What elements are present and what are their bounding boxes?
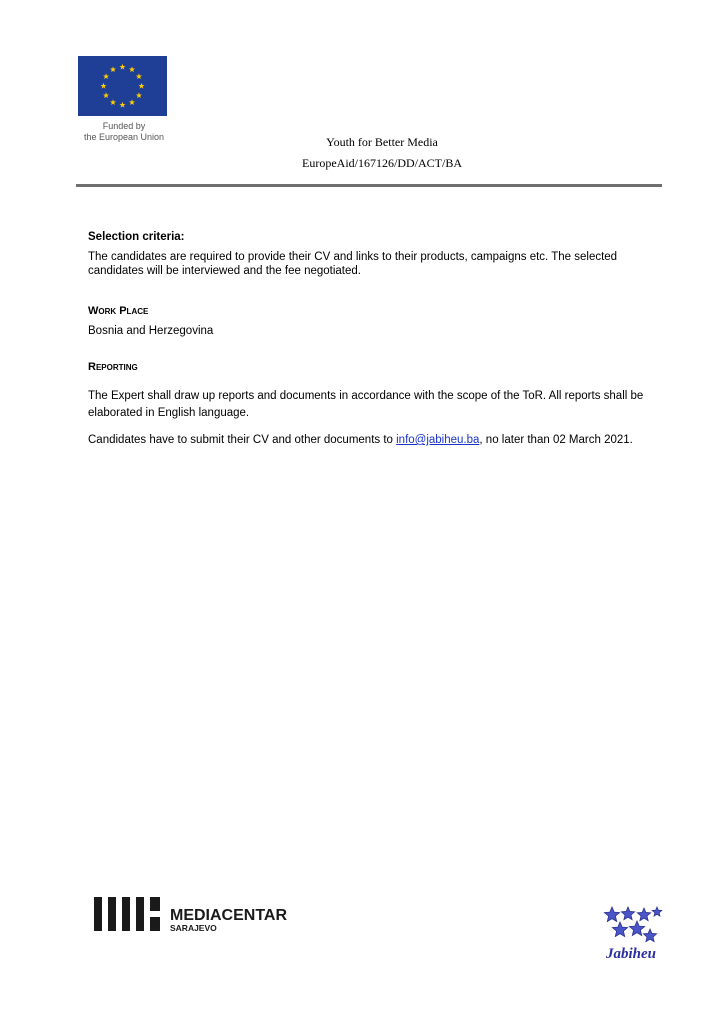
eu-flag-logo xyxy=(78,56,167,116)
eu-star-icon xyxy=(110,66,116,72)
jabiheu-star-icon xyxy=(629,921,644,935)
jabiheu-star-icon xyxy=(604,907,619,921)
jabiheu-star-icon xyxy=(652,907,662,916)
jabiheu-star-icon xyxy=(637,908,650,921)
eu-star-icon xyxy=(119,64,125,70)
eu-stars-icon xyxy=(78,56,167,116)
document-header xyxy=(280,132,484,174)
eu-star-icon xyxy=(136,92,142,98)
selection-criteria-heading: Selection criteria: xyxy=(88,231,185,243)
eu-star-icon xyxy=(103,92,109,98)
eu-star-icon xyxy=(103,73,109,79)
submission-text-before: Candidates have to submit their CV and other documents to xyxy=(88,434,397,446)
eu-star-icon xyxy=(119,102,125,108)
selection-criteria-text: The candidates are required to provide their CV and links to their products, campaigns etc. The selected candidates will be interviewed and the fee negotiated. xyxy=(88,251,618,277)
jabiheu-name: Jabiheu xyxy=(606,946,657,962)
funded-by-text: Funded by xyxy=(102,121,146,131)
eu-star-icon xyxy=(129,99,135,105)
mediacentar-name: MEDIACENTAR xyxy=(170,907,288,924)
mediacentar-logo xyxy=(94,897,304,933)
jabiheu-logo xyxy=(600,906,666,964)
eu-funding-caption xyxy=(74,121,174,143)
submission-text xyxy=(88,432,662,449)
jabiheu-star-icon xyxy=(612,922,627,936)
eu-star-icon xyxy=(138,83,144,89)
reporting-heading: Reporting xyxy=(88,361,138,373)
work-place-heading: Work Place xyxy=(88,305,149,317)
project-reference: EuropeAid/167126/DD/ACT/BA xyxy=(302,156,462,170)
header-divider xyxy=(76,184,662,187)
project-title: Youth for Better Media xyxy=(326,135,438,149)
work-place-text: Bosnia and Herzegovina xyxy=(88,325,214,337)
document-body xyxy=(88,230,662,449)
jabiheu-star-icon xyxy=(643,929,656,942)
european-union-text: the European Union xyxy=(83,132,165,142)
email-link[interactable]: info@jabiheu.ba xyxy=(396,434,480,446)
eu-star-icon xyxy=(136,73,142,79)
jabiheu-star-icon xyxy=(621,907,634,920)
mediacentar-city: SARAJEVO xyxy=(170,923,217,933)
eu-star-icon xyxy=(110,99,116,105)
eu-star-icon xyxy=(129,66,135,72)
reporting-text: The Expert shall draw up reports and documents in accordance with the scope of the ToR. All reports shall be elaborated in English language. xyxy=(88,390,644,419)
submission-text-after: , no later than 02 March 2021. xyxy=(479,434,633,446)
eu-star-icon xyxy=(100,83,106,89)
